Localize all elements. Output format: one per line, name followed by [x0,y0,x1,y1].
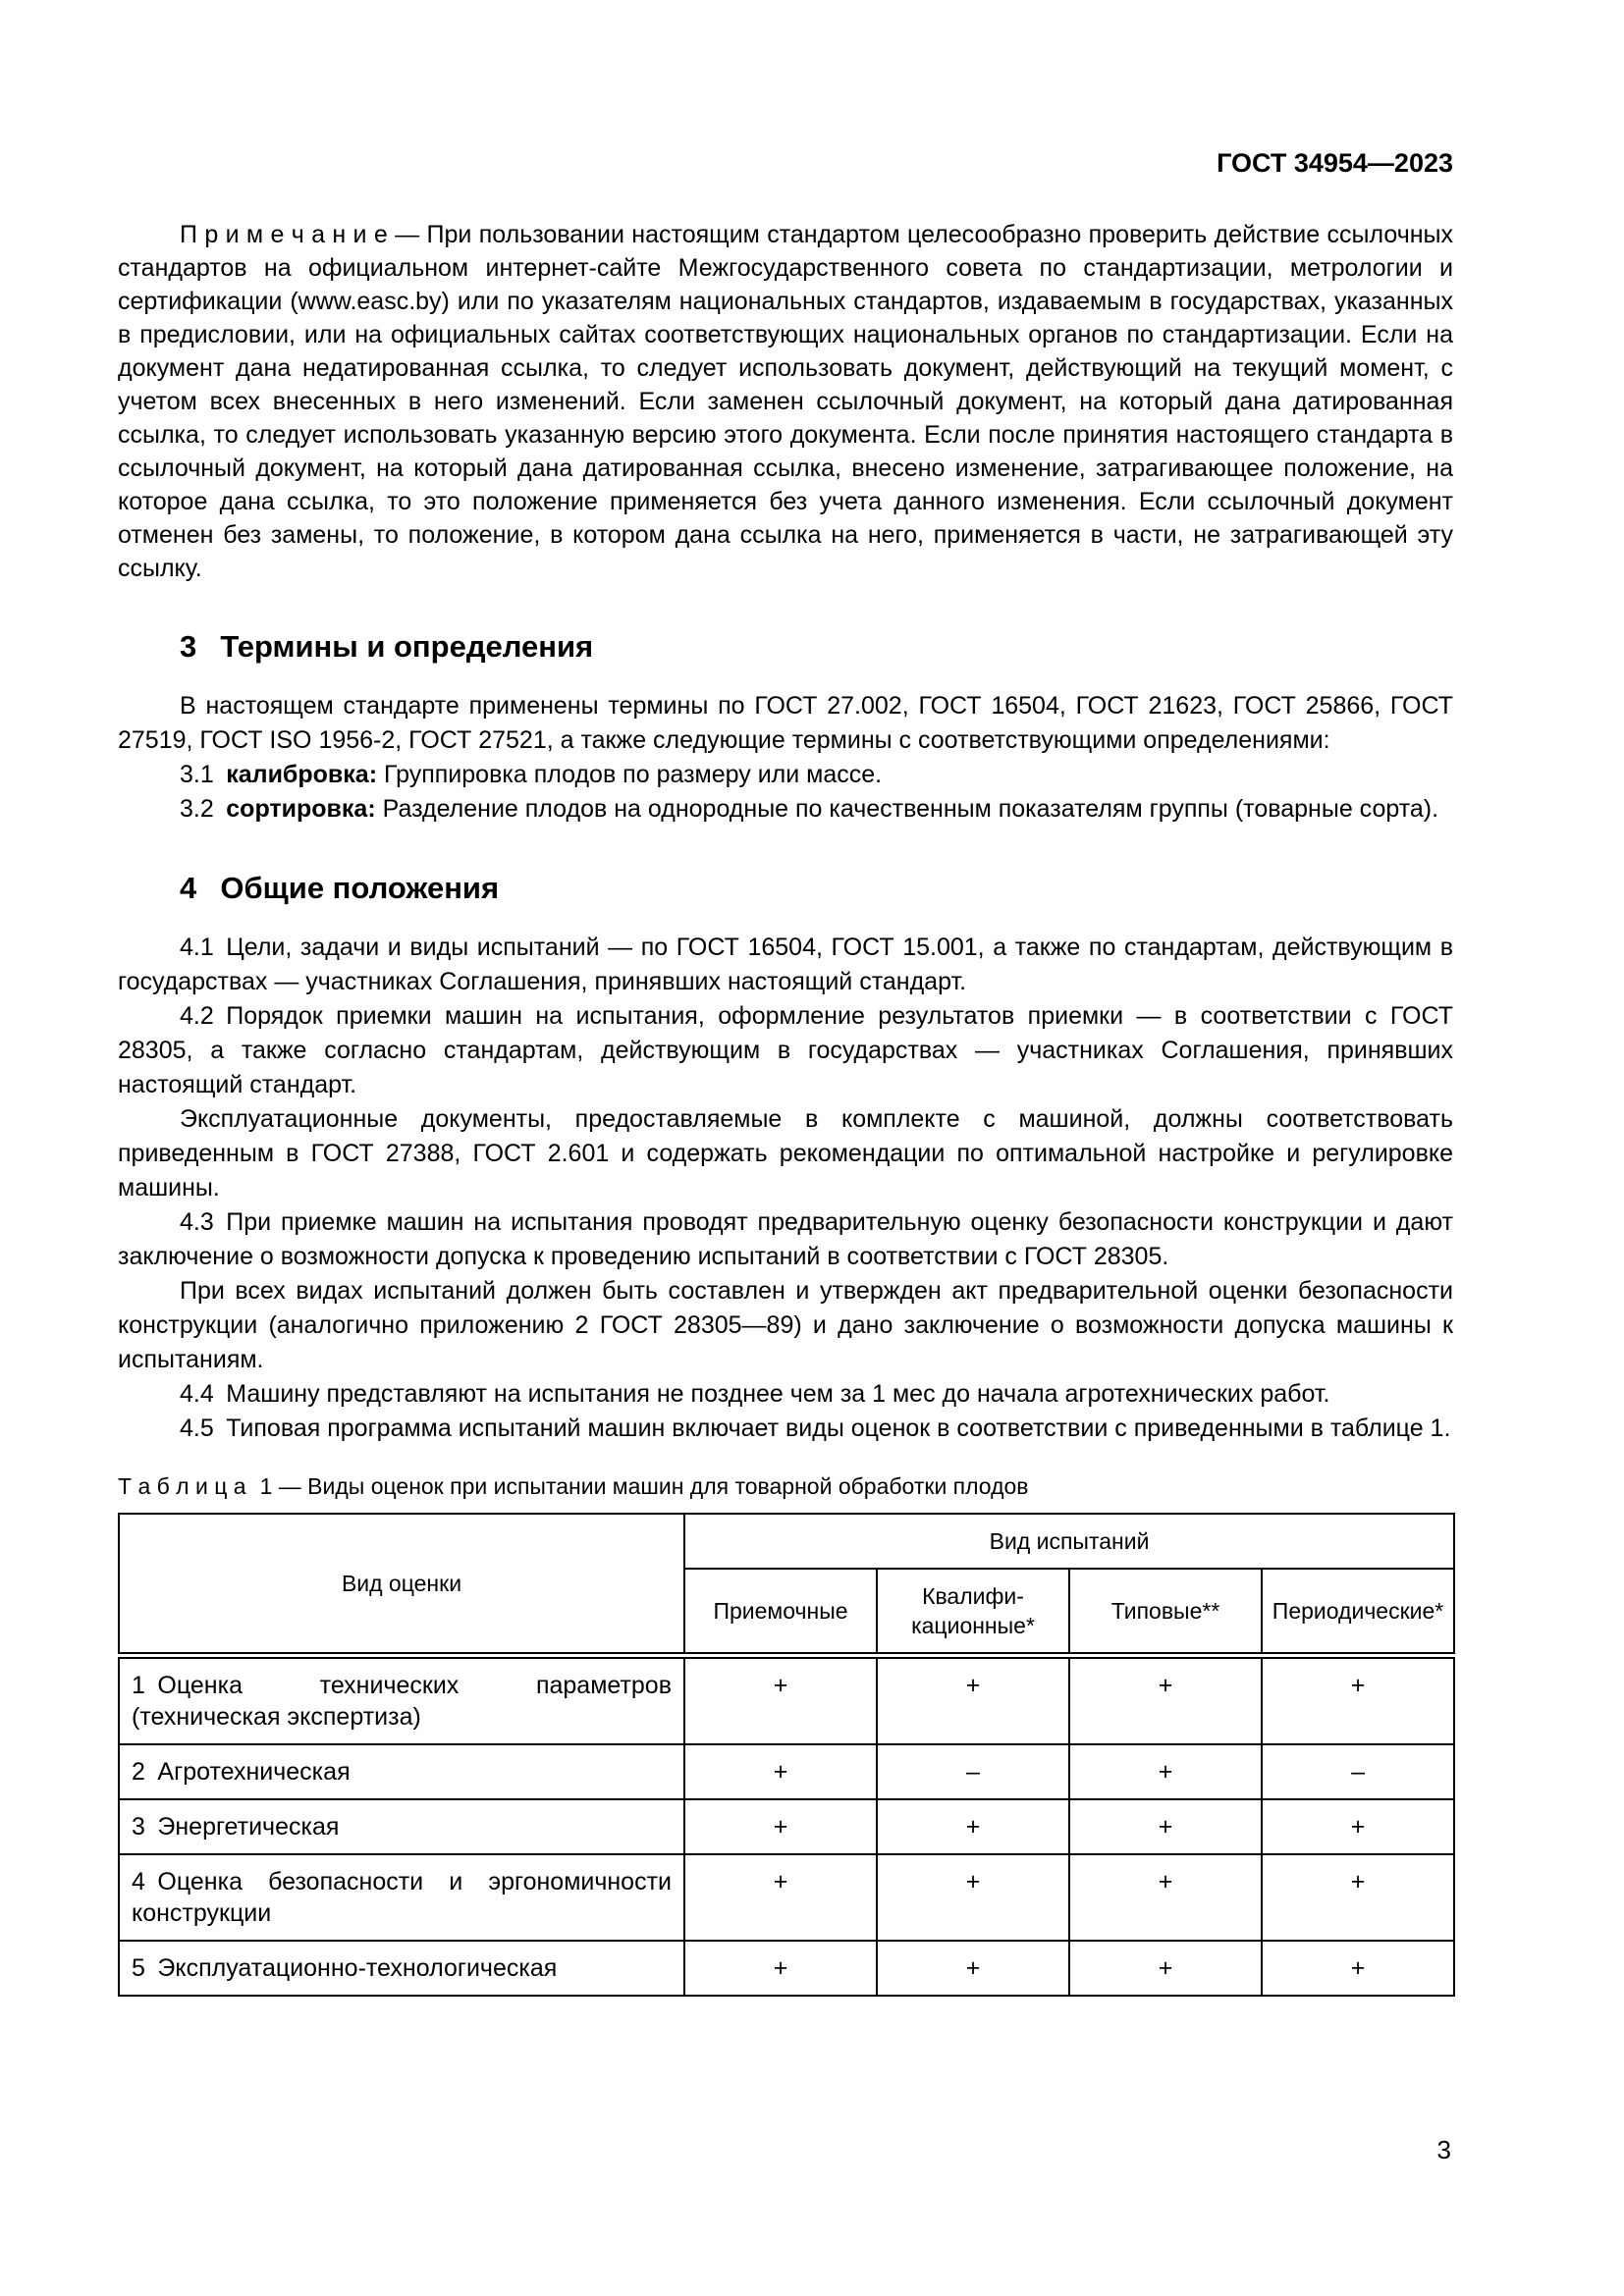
value-cell: + [1262,1854,1454,1941]
table-caption-label: Т а б л и ц а [118,1473,246,1499]
row-name-cell: 1 Оценка технических параметров (техническая экспертиза) [119,1656,684,1745]
value-cell: + [684,1799,877,1854]
term-3-2 [118,792,1453,827]
value-cell: + [1069,1854,1262,1941]
term-name: калибровка: [226,761,378,788]
column-header-vid-ocenki: Вид оценки [119,1514,684,1656]
group-header-vid-ispytaniy: Вид испытаний [684,1514,1454,1569]
value-cell: + [1069,1656,1262,1745]
note-text: — При пользовании настоящим стандартом целесообразно проверить действие ссылочных стандартов на официальном интернет-сайте Межгосударственного совета по стандартизации, метрологии и сертификации (www.easc.by) или по указателям национальных стандартов, издаваемым в государствах, указанных в предисловии, или на официальных сайтах соответствующих национальных органов по стандартизации. Если на документ дана недатированная ссылка, то следует использовать документ, действующий на текущий момент, с учетом всех внесенных в него изменений. Если заменен ссылочный документ, на который дана датированная ссылка, то следует использовать указанную версию этого документа. Если после принятия настоящего стандарта в ссылочный документ, на который дана датированная ссылка, внесено изменение, затрагивающее положение, на которое дана ссылка, то это положение применяется без учета данного изменения. Если ссылочный документ отменен без замены, то положение, в котором дана ссылка на него, применяется в части, не затрагивающей эту ссылку. [118,221,1453,582]
value-cell: + [877,1941,1069,1996]
section-3-heading: 3 Термины и определения [180,629,594,664]
table-caption [118,1471,1453,1501]
doc-number: ГОСТ 34954—2023 [1217,148,1453,178]
row-name-cell: 4 Оценка безопасности и эргономичности конструкции [119,1854,684,1941]
paragraph-4-2-continued: Эксплуатационные документы, предоставляемые в комплекте с машиной, должны соответствовать приведенным в ГОСТ 27388, ГОСТ 2.601 и содержать рекомендации по оптимальной настройке и регулировке машины. [118,1105,1453,1201]
row-name-cell: 3 Энергетическая [119,1799,684,1854]
value-cell: + [1069,1799,1262,1854]
paragraph-4-2: 4.2 Порядок приемки машин на испытания, оформление результатов приемки — в соответствии с ГОСТ 28305, а также согласно стандартам, действующим в государствах — участниках Соглашения, принявших настоящий стандарт. [118,1002,1453,1098]
value-cell: + [684,1941,877,1996]
note-label: П р и м е ч а н и е [180,221,388,248]
value-cell: + [684,1854,877,1941]
column-header-kvalifikacionnye: Квалифи-кационные* [877,1569,1069,1656]
value-cell: + [1262,1656,1454,1745]
paragraph-4-3-continued: При всех видах испытаний должен быть составлен и утвержден акт предварительной оценки безопасности конструкции (аналогично приложению 2 ГОСТ 28305—89) и дано заключение о возможности допуска машины к испытаниям. [118,1277,1453,1373]
value-cell: + [684,1656,877,1745]
table-row [119,1941,1454,1996]
table-row [119,1656,1454,1745]
column-header-priemochnye: Приемочные [684,1569,877,1656]
table-row [119,1744,1454,1799]
column-header-tipovye: Типовые** [1069,1569,1262,1656]
value-cell: + [1069,1941,1262,1996]
column-header-periodicheskie: Периодические* [1262,1569,1454,1656]
term-3-1 [118,758,1453,792]
value-cell: + [1262,1941,1454,1996]
term-definition: Группировка плодов по размеру или массе. [377,761,883,788]
paragraph-4-3: 4.3 При приемке машин на испытания проводят предварительную оценку безопасности конструкции и дают заключение о возможности допуска к проведению испытаний в соответствии с ГОСТ 28305. [118,1208,1453,1270]
section-3-intro: В настоящем стандарте применены термины по ГОСТ 27.002, ГОСТ 16504, ГОСТ 21623, ГОСТ 25866, ГОСТ 27519, ГОСТ ISO 1956-2, ГОСТ 27521, а также следующие термины с соответствующими определениями: [118,692,1453,754]
value-cell: + [877,1656,1069,1745]
term-name: сортировка: [226,795,376,823]
table-caption-text: 1 — Виды оценок при испытании машин для товарной обработки плодов [259,1473,1029,1499]
paragraph-4-1: 4.1 Цели, задачи и виды испытаний — по ГОСТ 16504, ГОСТ 15.001, а также по стандартам, действующим в государствах — участниках Соглашения, принявших настоящий стандарт. [118,934,1453,995]
term-number: 3.1 [180,761,227,788]
value-cell: + [877,1854,1069,1941]
paragraph-4-4: 4.4 Машину представляют на испытания не позднее чем за 1 мес до начала агротехнических работ. [180,1380,1330,1408]
row-name-cell: 5 Эксплуатационно-технологическая [119,1941,684,1996]
table-1 [118,1513,1455,1997]
value-cell: + [877,1799,1069,1854]
value-cell: + [1069,1744,1262,1799]
table-header-row-group [119,1514,1454,1569]
value-cell: + [1262,1799,1454,1854]
value-cell: + [684,1744,877,1799]
value-cell: – [877,1744,1069,1799]
table-row [119,1799,1454,1854]
paragraph-4-5: 4.5 Типовая программа испытаний машин включает виды оценок в соответствии с приведенными в таблице 1. [180,1415,1451,1442]
value-cell: – [1262,1744,1454,1799]
references-note [118,218,1453,585]
table-row [119,1854,1454,1941]
section-4-heading: 4 Общие положения [180,871,500,905]
row-name-cell: 2 Агротехническая [119,1744,684,1799]
page-number: 3 [1436,2135,1451,2164]
term-number: 3.2 [180,795,227,823]
term-definition: Разделение плодов на однородные по качественным показателям группы (товарные сорта). [375,795,1439,823]
